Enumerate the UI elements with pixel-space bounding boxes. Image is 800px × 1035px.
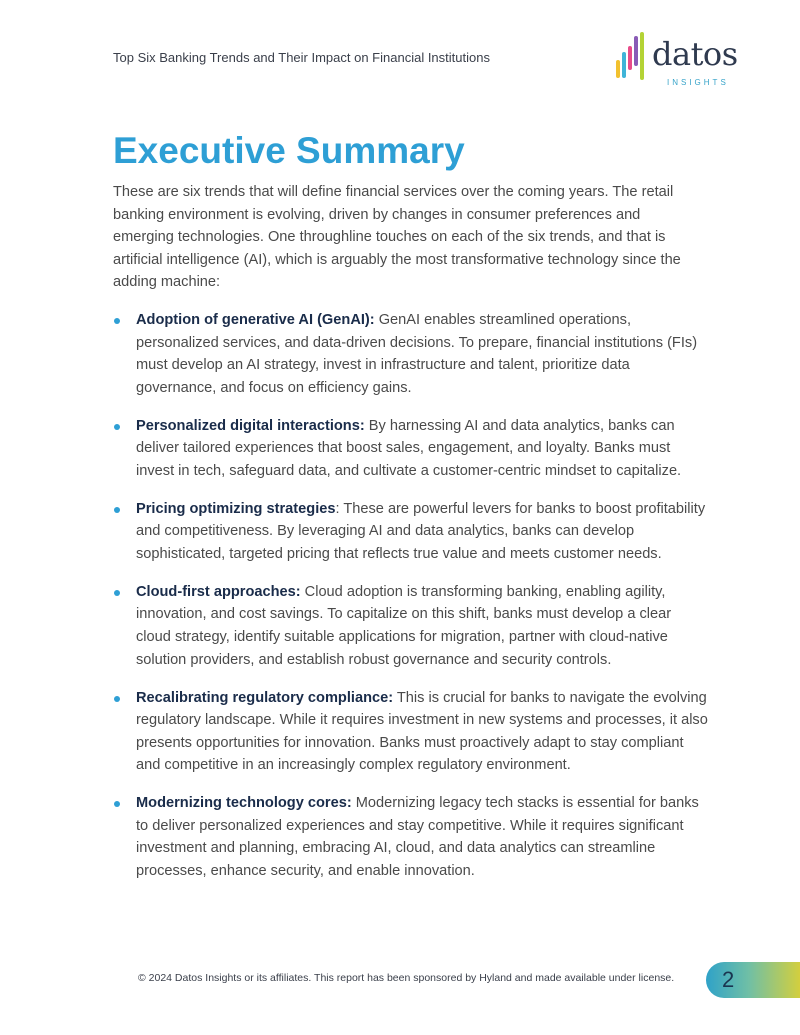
trend-heading: Cloud-first approaches: [136, 583, 301, 600]
trend-item [113, 498, 708, 566]
trend-item [113, 309, 708, 399]
page-number-badge [706, 962, 800, 998]
page-title: Executive Summary [113, 130, 465, 171]
bullet-icon [114, 424, 120, 430]
bullet-icon [114, 696, 120, 702]
trend-item [113, 687, 708, 777]
logo-subtitle: INSIGHTS [667, 78, 729, 87]
trend-body: Cloud adoption is transforming banking, enabling agility, innovation, and cost savings. To capitalize on this shift, banks must develop a clear cloud strategy, identify suitable applications for migration, partner with cloud-native solution providers, and establish robust governance and security controls. [136, 583, 672, 668]
running-header: Top Six Banking Trends and Their Impact on Financial Institutions [113, 50, 490, 65]
trend-list [113, 309, 708, 898]
trend-item [113, 581, 708, 671]
trend-body: Modernizing legacy tech stacks is essential for banks to deliver personalized experiences and stay competitive. While it requires significant investment and planning, embracing AI, cloud, and data analytics can streamline processes, enhance security, and enable innovation. [136, 795, 699, 879]
bullet-icon [114, 590, 120, 596]
bullet-icon [114, 318, 120, 324]
trend-heading: Pricing optimizing strategies [136, 500, 336, 517]
trend-body: : These are powerful levers for banks to boost profitability and competitiveness. By leveraging AI and data analytics, banks can develop sophisticated, targeted pricing that reflects true value and meets customer needs. [136, 500, 706, 562]
logo-wordmark: datos [652, 35, 738, 73]
datos-insights-logo [614, 32, 744, 88]
trend-body: GenAI enables streamlined operations, personalized services, and data-driven decisions. To prepare, financial institutions (FIs) must develop an AI strategy, invest in infrastructure and talent, prioritize data governance, and focus on efficiency gains. [136, 312, 698, 396]
footer-copyright: © 2024 Datos Insights or its affiliates. This report has been sponsored by Hyland and made available under license. [138, 972, 675, 984]
trend-body: This is crucial for banks to navigate the evolving regulatory landscape. While it requires investment in new systems and processes, it also presents opportunities for innovation. Banks must proactively adapt to stay compliant and competitive in an increasingly complex regulatory environment. [136, 689, 708, 774]
bullet-icon [114, 801, 120, 807]
trend-body: By harnessing AI and data analytics, banks can deliver tailored experiences that boost sales, engagement, and loyalty. Banks must invest in tech, safeguard data, and cultivate a customer-centric mindset to capitalize. [136, 417, 682, 479]
trend-item [113, 792, 708, 882]
trend-heading: Personalized digital interactions: [136, 417, 365, 434]
logo-bars-icon [614, 32, 644, 82]
intro-paragraph: These are six trends that will define financial services over the coming years. The retail banking environment is evolving, driven by changes in consumer preferences and emerging technologies. One throughline touches on each of the six trends, and that is artificial intelligence (AI), which is arguably the most transformative technology since the adding machine: [113, 184, 681, 291]
page-number: 2 [722, 967, 735, 992]
bullet-icon [114, 507, 120, 513]
trend-heading: Recalibrating regulatory compliance: [136, 689, 394, 706]
trend-heading: Adoption of generative AI (GenAI): [136, 312, 375, 328]
trend-heading: Modernizing technology cores: [136, 795, 352, 812]
trend-item [113, 415, 708, 483]
